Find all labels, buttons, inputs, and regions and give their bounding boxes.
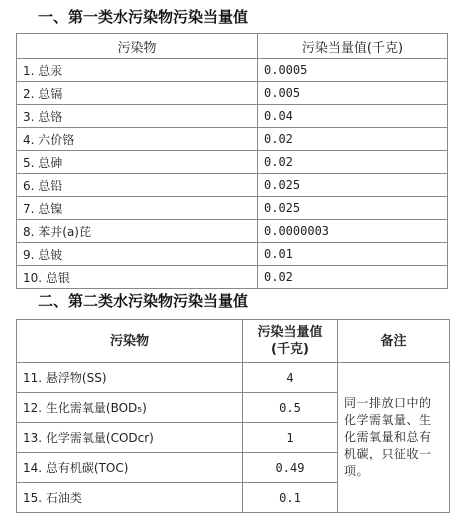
equivalent-value: 0.025 [258, 174, 448, 197]
equivalent-value: 0.04 [258, 105, 448, 128]
equivalent-value: 0.02 [258, 266, 448, 289]
equivalent-value: 0.0005 [258, 59, 448, 82]
pollutant-name: 14. 总有机碳(TOC) [17, 453, 243, 483]
table-row [17, 174, 448, 197]
equivalent-value: 0.02 [258, 128, 448, 151]
equivalent-value: 0.5 [243, 393, 338, 423]
equivalent-value: 0.49 [243, 453, 338, 483]
pollutant-name: 9. 总铍 [17, 243, 258, 266]
table-row [17, 220, 448, 243]
table-row [17, 243, 448, 266]
note-cell: 同一排放口中的化学需氧量、生化需氧量和总有机碳，只征收一项。 [338, 363, 450, 513]
header-pollutant: 污染物 [17, 320, 243, 363]
equivalent-value: 0.005 [258, 82, 448, 105]
pollutant-name: 11. 悬浮物(SS) [17, 363, 243, 393]
pollutant-name: 10. 总银 [17, 266, 258, 289]
pollutant-name: 8. 苯并(a)芘 [17, 220, 258, 243]
section-1-title: 一、第一类水污染物污染当量值 [38, 8, 249, 26]
header-note: 备注 [338, 320, 450, 363]
pollutant-name: 2. 总镉 [17, 82, 258, 105]
table-row [17, 105, 448, 128]
table-class2-pollutants [16, 319, 450, 513]
header-value-line1: 污染当量值 [257, 325, 323, 340]
header-value-unit: (千克) [271, 342, 309, 357]
equivalent-value: 4 [243, 363, 338, 393]
pollutant-name: 1. 总汞 [17, 59, 258, 82]
header-pollutant: 污染物 [17, 34, 258, 59]
table-row [17, 363, 450, 393]
section-2-title: 二、第二类水污染物污染当量值 [38, 292, 249, 310]
pollutant-name: 15. 石油类 [17, 483, 243, 513]
table-header-row [17, 34, 448, 59]
equivalent-value: 0.01 [258, 243, 448, 266]
equivalent-value: 0.0000003 [258, 220, 448, 243]
equivalent-value: 1 [243, 423, 338, 453]
table-row [17, 266, 448, 289]
table-class1-pollutants [16, 33, 448, 289]
table-row [17, 151, 448, 174]
pollutant-name: 6. 总铅 [17, 174, 258, 197]
pollutant-name: 4. 六价铬 [17, 128, 258, 151]
equivalent-value: 0.025 [258, 197, 448, 220]
table-row [17, 82, 448, 105]
pollutant-name: 3. 总铬 [17, 105, 258, 128]
table-row [17, 128, 448, 151]
pollutant-name: 7. 总镍 [17, 197, 258, 220]
table-row [17, 197, 448, 220]
pollutant-name: 13. 化学需氧量(CODcr) [17, 423, 243, 453]
table-row [17, 59, 448, 82]
pollutant-name: 12. 生化需氧量(BOD₅) [17, 393, 243, 423]
table-header-row [17, 320, 450, 363]
pollutant-name: 5. 总砷 [17, 151, 258, 174]
header-equivalent-value: 污染当量值(千克) [258, 34, 448, 59]
header-equivalent-value [243, 320, 338, 363]
equivalent-value: 0.1 [243, 483, 338, 513]
equivalent-value: 0.02 [258, 151, 448, 174]
